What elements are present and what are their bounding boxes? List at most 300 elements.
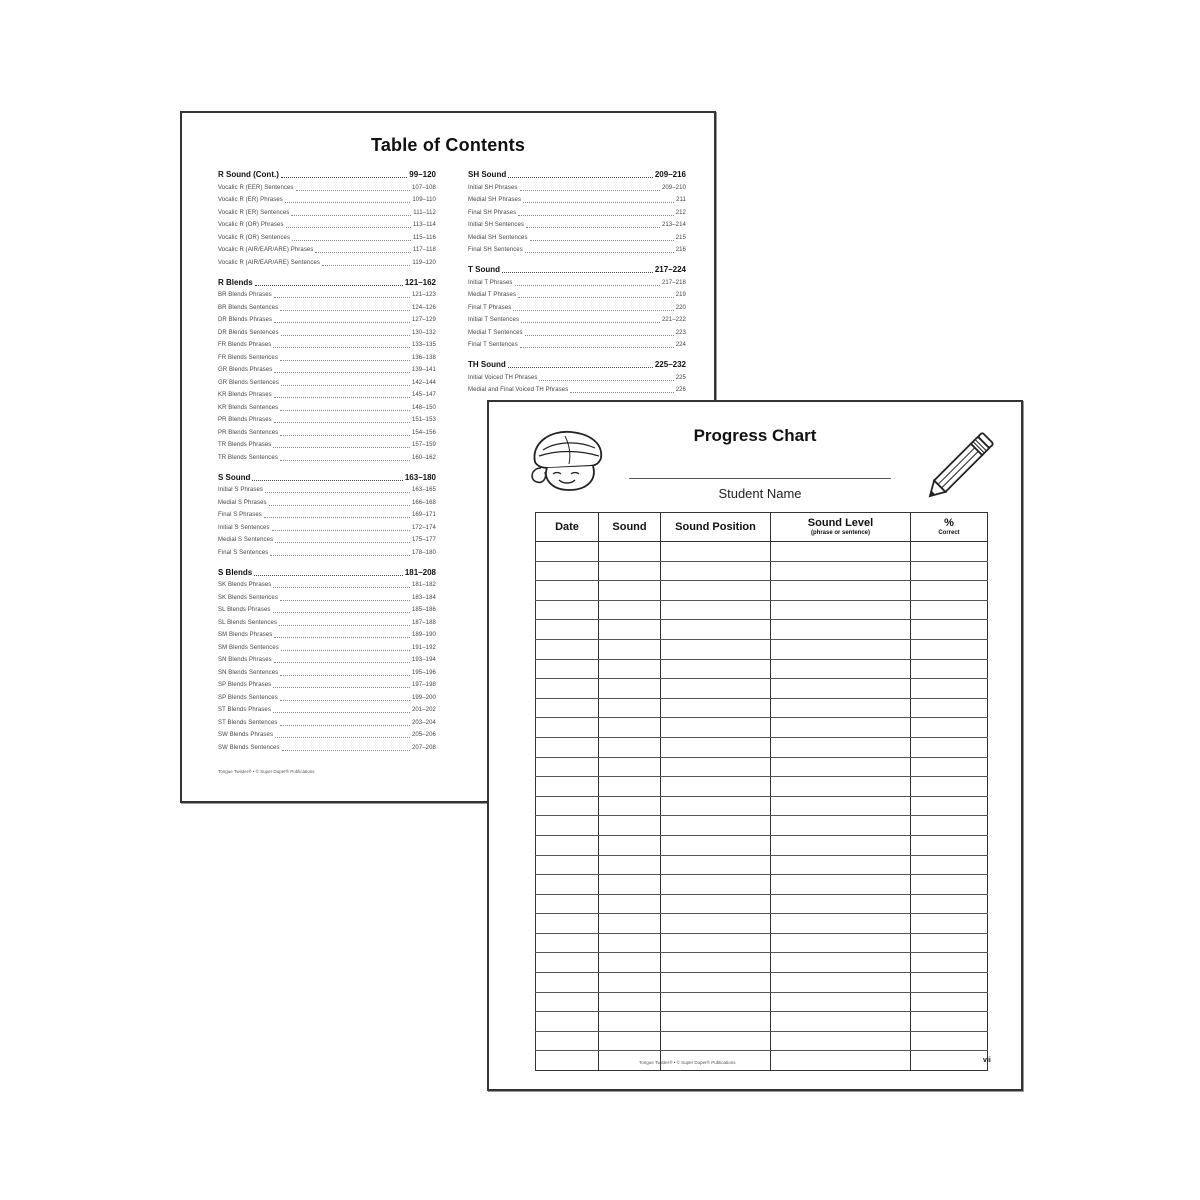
table-row [536, 1031, 988, 1051]
toc-entry-pages: 181–182 [411, 582, 436, 588]
toc-entry [218, 289, 436, 302]
date-cell[interactable] [536, 659, 599, 679]
sound-level-cell[interactable] [771, 757, 911, 777]
table-row [536, 600, 988, 620]
sound-position-cell[interactable] [661, 620, 771, 640]
toc-heading-pages: 181–208 [404, 567, 436, 577]
toc-leader-dots [274, 321, 410, 323]
toc-leader-dots [274, 636, 410, 638]
toc-entry [218, 521, 436, 534]
percent-correct-column-header: % Correct [911, 513, 988, 542]
sound-cell[interactable] [599, 777, 661, 797]
toc-entry-label: Initial S Sentences [218, 524, 270, 531]
percent-correct-cell[interactable] [911, 1012, 988, 1032]
sound-cell[interactable] [599, 639, 661, 659]
sound-position-cell[interactable] [661, 718, 771, 738]
toc-entry-pages: 175–177 [411, 537, 436, 543]
toc-entry-label: Medial SH Sentences [468, 234, 528, 241]
table-row [536, 581, 988, 601]
sound-level-cell[interactable] [771, 933, 911, 953]
date-cell[interactable] [536, 992, 599, 1012]
percent-correct-cell[interactable] [911, 835, 988, 855]
toc-entry-label: Vocalic R (AIR/EAR/ARE) Phrases [218, 247, 314, 253]
sound-position-cell[interactable] [661, 1031, 771, 1051]
percent-correct-cell[interactable] [911, 816, 988, 836]
sound-level-cell[interactable] [771, 777, 911, 797]
toc-section [468, 264, 686, 351]
sound-cell[interactable] [599, 600, 661, 620]
percent-correct-cell[interactable] [911, 933, 988, 953]
percent-correct-cell[interactable] [911, 737, 988, 757]
date-cell[interactable] [536, 914, 599, 934]
toc-leader-dots [275, 541, 410, 543]
toc-heading-label: S Sound [218, 472, 251, 482]
sound-cell[interactable] [599, 542, 661, 562]
sound-position-cell[interactable] [661, 855, 771, 875]
percent-correct-cell[interactable] [911, 757, 988, 777]
toc-leader-dots [255, 284, 403, 286]
sound-position-cell[interactable] [661, 914, 771, 934]
date-cell[interactable] [536, 698, 599, 718]
sound-position-cell[interactable] [661, 561, 771, 581]
toc-entry-pages: 113–114 [412, 222, 436, 228]
sound-position-cell[interactable] [661, 1012, 771, 1032]
progress-chart-title: Progress Chart [693, 426, 817, 445]
table-row [536, 757, 988, 777]
percent-correct-cell[interactable] [911, 953, 988, 973]
toc-leader-dots [281, 384, 410, 386]
toc-leader-dots [274, 421, 410, 423]
toc-leader-dots [265, 491, 410, 493]
sound-cell[interactable] [599, 561, 661, 581]
date-cell[interactable] [536, 757, 599, 777]
percent-correct-cell[interactable] [911, 855, 988, 875]
percent-correct-cell[interactable] [911, 875, 988, 895]
date-cell[interactable] [536, 796, 599, 816]
toc-heading-label: SH Sound [468, 170, 507, 179]
toc-leader-dots [513, 309, 673, 311]
sound-level-cell[interactable] [771, 718, 911, 738]
sound-position-cell[interactable] [661, 639, 771, 659]
table-row [536, 875, 988, 895]
sound-cell[interactable] [599, 757, 661, 777]
date-cell[interactable] [536, 737, 599, 757]
toc-entry [218, 641, 436, 654]
sound-level-cell[interactable] [771, 992, 911, 1012]
sound-position-cell[interactable] [661, 992, 771, 1012]
percent-correct-cell[interactable] [911, 796, 988, 816]
sound-level-cell[interactable] [771, 973, 911, 993]
toc-entry-label: KR Blends Phrases [218, 392, 272, 398]
date-cell[interactable] [536, 1051, 599, 1071]
toc-entry [218, 194, 436, 207]
toc-entry-pages: 136–138 [411, 354, 436, 361]
sound-cell[interactable] [599, 698, 661, 718]
sound-position-cell[interactable] [661, 875, 771, 895]
toc-entry [218, 679, 436, 692]
toc-entry [468, 314, 686, 327]
toc-entry-label: KR Blends Sentences [218, 404, 279, 411]
percent-correct-cell[interactable] [911, 777, 988, 797]
date-cell[interactable] [536, 561, 599, 581]
toc-entry [218, 206, 436, 219]
table-row [536, 620, 988, 640]
sound-level-cell[interactable] [771, 542, 911, 562]
toc-entry [218, 591, 436, 604]
sound-cell[interactable] [599, 835, 661, 855]
toc-entry-pages: 163–165 [411, 487, 436, 493]
toc-entry-pages: 187–188 [411, 619, 436, 626]
toc-entry-label: SN Blends Phrases [218, 657, 272, 663]
toc-section-heading [218, 472, 436, 484]
sound-position-cell[interactable] [661, 796, 771, 816]
toc-leader-dots [521, 321, 660, 323]
toc-entry-pages: 151–153 [411, 417, 436, 423]
sound-cell[interactable] [599, 1031, 661, 1051]
toc-section-heading [218, 567, 436, 579]
date-cell[interactable] [536, 718, 599, 738]
toc-entry-pages: 109–110 [412, 197, 436, 203]
percent-correct-cell[interactable] [911, 542, 988, 562]
toc-entry [218, 426, 436, 439]
toc-heading-label: R Blends [218, 277, 253, 287]
toc-leader-dots [252, 479, 402, 481]
toc-leader-dots [515, 284, 660, 286]
sound-cell[interactable] [599, 914, 661, 934]
toc-entry [468, 181, 686, 194]
chart-footer: Tongue Twister® • © Super Duper® Publications [639, 1060, 736, 1065]
table-row [536, 659, 988, 679]
toc-entry-label: Vocalic R (ER) Sentences [218, 209, 290, 216]
toc-entry-label: SM Blends Phrases [218, 632, 273, 638]
date-cell[interactable] [536, 639, 599, 659]
toc-leader-dots [518, 296, 674, 298]
toc-entry [218, 691, 436, 704]
toc-entry [218, 256, 436, 269]
sound-level-cell[interactable] [771, 894, 911, 914]
sound-level-cell[interactable] [771, 679, 911, 699]
sound-level-cell[interactable] [771, 953, 911, 973]
student-name-line[interactable] [629, 478, 891, 479]
percent-correct-cell[interactable] [911, 659, 988, 679]
percent-correct-cell[interactable] [911, 914, 988, 934]
percent-correct-cell[interactable] [911, 992, 988, 1012]
toc-entry-pages: 219 [675, 292, 686, 298]
sound-level-cell[interactable] [771, 639, 911, 659]
sound-cell[interactable] [599, 894, 661, 914]
toc-leader-dots [523, 201, 674, 203]
date-cell[interactable] [536, 894, 599, 914]
percent-correct-cell[interactable] [911, 600, 988, 620]
toc-leader-dots [525, 334, 674, 336]
sound-cell[interactable] [599, 718, 661, 738]
toc-entry-pages: 201–202 [411, 707, 436, 713]
table-row [536, 835, 988, 855]
toc-entry [468, 301, 686, 314]
toc-heading-pages: 99–120 [409, 170, 436, 179]
date-cell[interactable] [536, 679, 599, 699]
sound-cell[interactable] [599, 875, 661, 895]
table-row [536, 933, 988, 953]
sound-position-cell[interactable] [661, 933, 771, 953]
toc-entry [218, 604, 436, 617]
percent-correct-cell[interactable] [911, 698, 988, 718]
toc-entry-label: SK Blends Sentences [218, 594, 278, 601]
percent-correct-cell[interactable] [911, 894, 988, 914]
toc-leader-dots [280, 434, 410, 436]
toc-entry-label: DR Blends Sentences [218, 329, 279, 336]
date-cell[interactable] [536, 933, 599, 953]
date-cell[interactable] [536, 1012, 599, 1032]
sound-cell[interactable] [599, 620, 661, 640]
toc-section-heading [468, 359, 686, 371]
table-row [536, 914, 988, 934]
toc-section [468, 359, 686, 396]
toc-entry-pages: 212 [675, 209, 686, 216]
sound-cell[interactable] [599, 816, 661, 836]
toc-entry-pages: 133–135 [411, 342, 436, 348]
date-cell[interactable] [536, 855, 599, 875]
percent-correct-cell[interactable] [911, 581, 988, 601]
table-row [536, 894, 988, 914]
toc-entry-label: Vocalic R (AIR/EAR/ARE) Sentences [218, 259, 321, 266]
toc-entry [218, 439, 436, 452]
toc-leader-dots [274, 661, 410, 663]
date-cell[interactable] [536, 835, 599, 855]
toc-entry-label: Initial SH Phrases [468, 184, 518, 191]
date-cell[interactable] [536, 777, 599, 797]
toc-entry [468, 276, 686, 289]
sound-level-cell[interactable] [771, 620, 911, 640]
toc-entry-label: SP Blends Sentences [218, 694, 278, 701]
toc-leader-dots [280, 699, 410, 701]
sound-cell[interactable] [599, 581, 661, 601]
toc-leader-dots [520, 346, 674, 348]
toc-entry-pages: 145–147 [411, 392, 436, 398]
sound-cell[interactable] [599, 737, 661, 757]
table-row [536, 561, 988, 581]
sound-cell[interactable] [599, 953, 661, 973]
toc-entry-label: Final T Sentences [468, 342, 518, 348]
toc-entry [218, 389, 436, 402]
table-row [536, 639, 988, 659]
sound-cell[interactable] [599, 796, 661, 816]
toc-entry [468, 371, 686, 384]
sound-cell[interactable] [599, 659, 661, 679]
sound-level-cell[interactable] [771, 600, 911, 620]
toc-entry-pages: 191–192 [411, 644, 436, 651]
toc-leader-dots [280, 409, 410, 411]
sound-position-cell[interactable] [661, 953, 771, 973]
toc-entry-pages: 142–144 [411, 379, 436, 386]
sound-position-cell[interactable] [661, 973, 771, 993]
toc-entry-pages: 193–194 [411, 657, 436, 663]
sound-position-cell[interactable] [661, 737, 771, 757]
percent-correct-cell[interactable] [911, 718, 988, 738]
sound-level-cell[interactable] [771, 561, 911, 581]
sound-level-cell[interactable] [771, 1012, 911, 1032]
sound-position-cell[interactable] [661, 542, 771, 562]
toc-leader-dots [322, 264, 410, 266]
toc-section-heading [218, 169, 436, 181]
toc-entry-pages: 199–200 [411, 694, 436, 701]
percent-correct-cell[interactable] [911, 679, 988, 699]
toc-leader-dots [281, 334, 410, 336]
toc-leader-dots [315, 251, 410, 253]
toc-entry-pages: 115–116 [412, 234, 436, 241]
toc-entry-pages: 203–204 [411, 719, 436, 726]
toc-entry-label: Vocalic R (EER) Sentences [218, 184, 294, 191]
sound-level-cell[interactable] [771, 796, 911, 816]
toc-leader-dots [530, 239, 674, 241]
percent-correct-cell[interactable] [911, 1031, 988, 1051]
sound-cell[interactable] [599, 679, 661, 699]
toc-leader-dots [264, 516, 410, 518]
toc-leader-dots [281, 176, 407, 178]
sound-position-cell[interactable] [661, 835, 771, 855]
toc-entry-pages: 178–180 [411, 549, 436, 556]
student-name-label: Student Name [718, 486, 802, 501]
toc-entry-label: SL Blends Sentences [218, 619, 278, 626]
sound-cell[interactable] [599, 855, 661, 875]
toc-heading-pages: 217–224 [654, 265, 686, 274]
date-cell[interactable] [536, 600, 599, 620]
toc-entry-pages: 223 [675, 329, 686, 336]
toc-leader-dots [274, 296, 410, 298]
toc-entry [218, 364, 436, 377]
toc-entry-label: Medial T Sentences [468, 329, 523, 336]
sound-cell[interactable] [599, 992, 661, 1012]
sound-position-cell[interactable] [661, 581, 771, 601]
toc-leader-dots [508, 366, 653, 368]
toc-entry-label: Vocalic R (OR) Sentences [218, 234, 291, 241]
table-row [536, 679, 988, 699]
sound-position-cell[interactable] [661, 659, 771, 679]
sound-level-cell[interactable] [771, 581, 911, 601]
sound-position-cell[interactable] [661, 777, 771, 797]
toc-leader-dots [273, 711, 410, 713]
toc-entry-pages: 172–174 [411, 524, 436, 531]
table-row [536, 992, 988, 1012]
sound-level-cell[interactable] [771, 737, 911, 757]
sound-position-cell[interactable] [661, 698, 771, 718]
toc-entry [468, 289, 686, 302]
toc-entry-pages: 154–156 [411, 429, 436, 436]
sound-cell[interactable] [599, 933, 661, 953]
toc-entry-label: Initial S Phrases [218, 487, 264, 493]
toc-entry-label: BR Blends Phrases [218, 292, 272, 298]
date-cell[interactable] [536, 875, 599, 895]
table-row [536, 777, 988, 797]
toc-entry-pages: 215 [675, 234, 686, 241]
toc-leader-dots [274, 371, 410, 373]
date-cell[interactable] [536, 581, 599, 601]
date-cell[interactable] [536, 620, 599, 640]
percent-correct-cell[interactable] [911, 639, 988, 659]
toc-leader-dots [280, 359, 410, 361]
toc-entry [468, 384, 686, 397]
toc-entry-label: Final SH Sentences [468, 247, 523, 253]
toc-entry-pages: 213–214 [661, 222, 686, 228]
percent-correct-cell[interactable] [911, 561, 988, 581]
toc-leader-dots [273, 446, 410, 448]
toc-entry [218, 654, 436, 667]
sound-level-cell[interactable] [771, 1031, 911, 1051]
toc-leader-dots [280, 309, 410, 311]
toc-section [218, 169, 436, 269]
toc-entry-label: Medial T Phrases [468, 292, 517, 298]
toc-entry-pages: 209–210 [661, 184, 686, 191]
toc-entry [218, 231, 436, 244]
toc-section [468, 169, 686, 256]
sound-level-cell[interactable] [771, 835, 911, 855]
toc-entry [218, 376, 436, 389]
toc-entry-label: Initial T Phrases [468, 279, 513, 286]
sound-level-cell[interactable] [771, 914, 911, 934]
sound-position-cell[interactable] [661, 600, 771, 620]
sound-level-cell[interactable] [771, 816, 911, 836]
toc-entry [218, 666, 436, 679]
sound-level-cell[interactable] [771, 875, 911, 895]
percent-correct-cell[interactable] [911, 973, 988, 993]
sound-level-cell[interactable] [771, 855, 911, 875]
toc-entry-pages: 130–132 [411, 329, 436, 336]
sound-level-cell[interactable] [771, 698, 911, 718]
sound-level-cell[interactable] [771, 1051, 911, 1071]
date-cell[interactable] [536, 816, 599, 836]
toc-entry-pages: 220 [675, 304, 686, 311]
toc-entry-label: Medial S Phrases [218, 499, 267, 506]
toc-entry-pages: 225 [675, 374, 686, 381]
toc-entry-label: PR Blends Sentences [218, 429, 279, 436]
date-cell[interactable] [536, 973, 599, 993]
toc-entry-label: Medial and Final Voiced TH Phrases [468, 387, 569, 393]
toc-entry-pages: 221–222 [661, 317, 686, 323]
toc-leader-dots [539, 379, 673, 381]
toc-heading-pages: 163–180 [404, 472, 436, 482]
date-cell[interactable] [536, 542, 599, 562]
toc-left-column [218, 169, 436, 762]
sound-position-cell[interactable] [661, 894, 771, 914]
toc-entry-label: ST Blends Phrases [218, 707, 271, 713]
date-cell[interactable] [536, 953, 599, 973]
toc-entry-label: BR Blends Sentences [218, 304, 279, 311]
toc-leader-dots [518, 214, 673, 216]
toc-footer: Tongue Twister® • © Super Duper® Publications [218, 769, 315, 774]
percent-correct-cell[interactable] [911, 1051, 988, 1071]
toc-leader-dots [272, 529, 410, 531]
date-cell[interactable] [536, 1031, 599, 1051]
sound-level-cell[interactable] [771, 659, 911, 679]
toc-entry [218, 244, 436, 257]
toc-entry-label: SM Blends Sentences [218, 644, 279, 651]
sound-position-cell[interactable] [661, 816, 771, 836]
percent-correct-cell[interactable] [911, 620, 988, 640]
table-row [536, 1051, 988, 1071]
sound-position-cell[interactable] [661, 679, 771, 699]
sound-position-cell[interactable] [661, 757, 771, 777]
toc-entry [218, 326, 436, 339]
toc-entry-pages: 119–120 [412, 259, 436, 266]
toc-entry-pages: 107–108 [411, 184, 436, 191]
toc-entry-label: Initial Voiced TH Phrases [468, 374, 538, 381]
sound-cell[interactable] [599, 1012, 661, 1032]
toc-leader-dots [273, 686, 410, 688]
progress-table [535, 512, 988, 1071]
toc-entry-pages: 127–129 [411, 317, 436, 323]
toc-entry [468, 194, 686, 207]
sound-cell[interactable] [599, 973, 661, 993]
